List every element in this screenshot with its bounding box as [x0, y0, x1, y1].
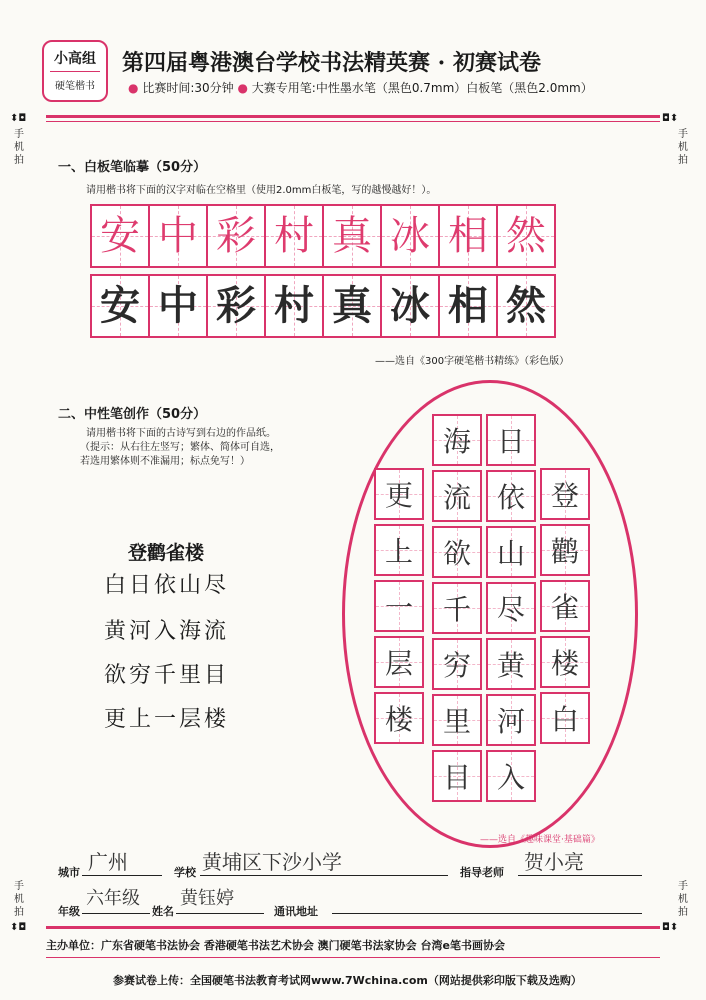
grid-char: 山: [496, 537, 525, 570]
upload-info: 参赛试卷上传：全国硬笔书法教育考试网www.7Wchina.com（网站提供彩印版下载及选购）: [113, 974, 582, 987]
grid-char: 目: [442, 761, 471, 794]
practice-char: 冰: [390, 283, 430, 329]
model-cell: [92, 206, 150, 266]
pen-info: 大赛专用笔:中性墨水笔（黑色0.7mm）白板笔（黑色2.0mm）: [251, 81, 593, 95]
grid-cell: [486, 638, 536, 690]
grid-char: 白: [550, 703, 579, 736]
grid-char: 依: [496, 481, 525, 514]
badge-group-label: 小高组: [54, 51, 96, 67]
grid-char: 千: [442, 593, 471, 626]
grid-cell: [540, 636, 590, 688]
name-underline: [176, 913, 264, 914]
poem-line: 欲穷千里目: [104, 663, 230, 688]
practice-cell: [382, 276, 440, 336]
model-cell: [208, 206, 266, 266]
grid-char: 日: [496, 425, 525, 458]
bullet-icon: ●: [128, 81, 139, 95]
phone-label-right-bottom: 手机拍: [678, 881, 688, 918]
grade-label: 年级: [58, 905, 80, 918]
teacher-label: 指导老师: [460, 866, 504, 879]
grid-char: 尽: [496, 593, 525, 626]
phone-label-left-bottom: 手机拍: [14, 881, 24, 918]
page-title: 第四届粤港澳台学校书法精英赛 · 初赛试卷: [122, 50, 541, 76]
grid-cell: [374, 524, 424, 576]
grid-cell: [486, 414, 536, 466]
grid-char: 登: [550, 479, 579, 512]
grid-char: 欲: [442, 537, 471, 570]
poem-title: 登鹳雀楼: [128, 542, 205, 564]
city-underline: [82, 875, 162, 876]
model-char: 相: [448, 213, 488, 259]
camera-icon: ◘⬍: [662, 922, 679, 933]
grid-cell: [432, 470, 482, 522]
grid-char: 黄: [496, 649, 525, 682]
section1-instruction: 请用楷书将下面的汉字对临在空格里（使用2.0mm白板笔，写的越慢越好！）。: [86, 185, 437, 196]
model-char: 安: [100, 213, 140, 259]
grid-cell: [374, 468, 424, 520]
grid-char: 层: [384, 647, 413, 680]
grid-cell: [374, 692, 424, 744]
grid-char: 上: [384, 535, 413, 568]
section2-source: ——选自《趣味课堂·基础篇》: [480, 835, 600, 845]
camera-icon: ⬍◘: [10, 113, 27, 124]
model-char: 彩: [216, 213, 256, 259]
section2-instruction-1: 请用楷书将下面的古诗写到右边的作品纸。: [86, 428, 276, 439]
model-char: 冰: [390, 213, 430, 259]
section1-title: 一、白板笔临摹（50分）: [58, 160, 207, 175]
grid-char: 一: [384, 591, 413, 624]
name-value: 黄钰婷: [180, 888, 234, 909]
grid-cell: [486, 526, 536, 578]
practice-char: 安: [100, 283, 140, 329]
grid-cell: [374, 580, 424, 632]
practice-char: 然: [506, 283, 546, 329]
grid-cell: [432, 638, 482, 690]
grid-char: 楼: [550, 647, 579, 680]
model-cell: [324, 206, 382, 266]
section2-instruction-2: （提示：从右往左竖写；繁体、简体可自选，: [80, 442, 280, 453]
practice-cell: [150, 276, 208, 336]
practice-cell: [266, 276, 324, 336]
practice-character-row: [90, 274, 556, 338]
grid-cell: [486, 750, 536, 802]
grid-cell: [432, 750, 482, 802]
grade-value: 六年级: [86, 888, 140, 909]
school-value: 黄埔区下沙小学: [202, 850, 342, 874]
camera-icon: ◘⬍: [662, 113, 679, 124]
grid-char: 雀: [550, 591, 579, 624]
practice-char: 相: [448, 283, 488, 329]
footer-divider: [46, 926, 660, 929]
practice-char: 村: [274, 283, 314, 329]
practice-cell: [324, 276, 382, 336]
practice-cell: [498, 276, 554, 336]
model-char: 中: [158, 213, 198, 259]
section2-title: 二、中性笔创作（50分）: [58, 407, 207, 422]
header-divider: [46, 115, 660, 118]
phone-label-right-top: 手机拍: [678, 129, 688, 166]
practice-cell: [440, 276, 498, 336]
model-cell: [440, 206, 498, 266]
grid-cell: [432, 582, 482, 634]
school-label: 学校: [174, 866, 196, 879]
model-cell: [150, 206, 208, 266]
grid-char: 流: [442, 481, 471, 514]
time-info: 比赛时间:30分钟: [142, 81, 234, 95]
model-character-row: [90, 204, 556, 268]
header-divider-thin: [46, 121, 660, 122]
grid-cell: [540, 468, 590, 520]
grid-cell: [486, 694, 536, 746]
grid-char: 河: [496, 705, 525, 738]
grid-char: 更: [384, 479, 413, 512]
exam-info: [128, 79, 593, 96]
model-cell: [382, 206, 440, 266]
practice-char: 中: [158, 283, 198, 329]
poem-line: 黄河入海流: [104, 619, 230, 644]
camera-icon: ⬍◘: [10, 922, 27, 933]
grid-cell: [540, 580, 590, 632]
practice-cell: [208, 276, 266, 336]
model-char: 然: [506, 213, 546, 259]
school-underline: [200, 875, 448, 876]
practice-char: 彩: [216, 283, 256, 329]
section1-source: ——选自《300字硬笔楷书精练》（彩色版）: [375, 356, 570, 367]
grid-cell: [540, 692, 590, 744]
model-cell: [266, 206, 324, 266]
grid-cell: [432, 414, 482, 466]
grid-char: 楼: [384, 703, 413, 736]
model-cell: [498, 206, 554, 266]
bullet-icon: ●: [237, 81, 248, 95]
teacher-value: 贺小亮: [524, 850, 584, 874]
organizers: 主办单位：广东省硬笔书法协会 香港硬笔书法艺术协会 澳门硬笔书法家协会 台湾e笔书画协会: [46, 939, 505, 952]
practice-char: 真: [332, 283, 372, 329]
grid-cell: [432, 526, 482, 578]
phone-label-left-top: 手机拍: [14, 129, 24, 166]
grid-cell: [540, 524, 590, 576]
grid-cell: [486, 470, 536, 522]
name-label: 姓名: [152, 905, 174, 918]
model-char: 村: [274, 213, 314, 259]
grid-cell: [374, 636, 424, 688]
poem-line: 白日依山尽: [104, 573, 230, 598]
poem-line: 更上一层楼: [104, 707, 230, 732]
city-label: 城市: [58, 866, 80, 879]
address-label: 通讯地址: [274, 905, 318, 918]
grid-char: 海: [442, 425, 471, 458]
badge-style-label: 硬笔楷书: [55, 81, 95, 92]
grid-cell: [432, 694, 482, 746]
teacher-underline: [518, 875, 642, 876]
group-badge: [42, 40, 108, 102]
model-char: 真: [332, 213, 372, 259]
grid-char: 穷: [442, 649, 471, 682]
grid-char: 入: [496, 761, 525, 794]
address-underline[interactable]: [332, 913, 642, 914]
grid-char: 里: [442, 705, 471, 738]
grid-cell: [486, 582, 536, 634]
city-value: 广州: [88, 850, 128, 874]
grid-char: 鹳: [550, 535, 579, 568]
practice-cell: [92, 276, 150, 336]
section2-instruction-3: 若选用繁体则不准漏用；标点免写！）: [80, 456, 250, 467]
grade-underline: [82, 913, 150, 914]
footer-divider-thin: [46, 957, 660, 958]
